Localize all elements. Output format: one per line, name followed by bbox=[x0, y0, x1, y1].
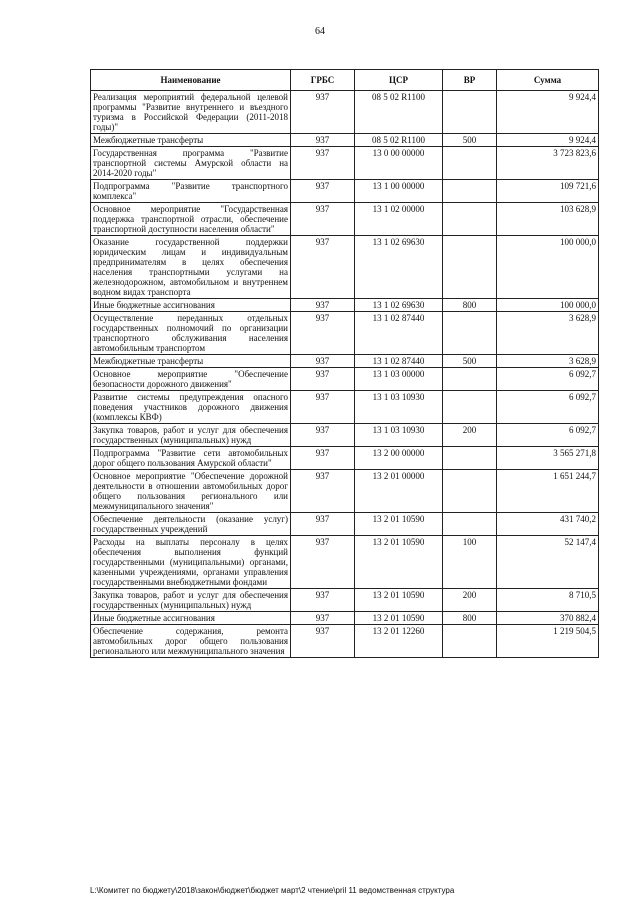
cell-vr bbox=[443, 513, 497, 536]
cell-vr bbox=[443, 470, 497, 513]
cell-sum: 431 740,2 bbox=[497, 513, 599, 536]
table-header-row bbox=[91, 70, 599, 91]
footer-file-path: L:\Комитет по бюджету\2018\закон\бюджет\бюджет март\2 чтение\pril 11 ведомственная структура bbox=[90, 886, 455, 895]
cell-grbs: 937 bbox=[291, 513, 355, 536]
cell-name: Оказание государственной поддержки юридическим лицам и индивидуальным предпринимателям в целях обеспечения населения транспортными услугами на железнодорожном, автомобильном и внутреннем водном видах транспорта bbox=[91, 236, 291, 299]
cell-grbs: 937 bbox=[291, 612, 355, 625]
table-row bbox=[91, 203, 599, 236]
table-row bbox=[91, 447, 599, 470]
cell-sum: 1 219 504,5 bbox=[497, 625, 599, 658]
cell-grbs: 937 bbox=[291, 447, 355, 470]
cell-vr bbox=[443, 391, 497, 424]
cell-sum: 103 628,9 bbox=[497, 203, 599, 236]
cell-csr: 13 2 01 10590 bbox=[355, 513, 443, 536]
cell-grbs: 937 bbox=[291, 312, 355, 355]
cell-name: Межбюджетные трансферты bbox=[91, 355, 291, 368]
cell-vr: 500 bbox=[443, 134, 497, 147]
cell-sum: 6 092,7 bbox=[497, 368, 599, 391]
cell-csr: 13 2 01 12260 bbox=[355, 625, 443, 658]
cell-csr: 13 2 01 10590 bbox=[355, 612, 443, 625]
header-sum: Сумма bbox=[497, 70, 599, 91]
cell-sum: 3 628,9 bbox=[497, 312, 599, 355]
table-row bbox=[91, 470, 599, 513]
cell-sum: 9 924,4 bbox=[497, 91, 599, 134]
cell-sum: 8 710,5 bbox=[497, 589, 599, 612]
cell-sum: 6 092,7 bbox=[497, 424, 599, 447]
cell-grbs: 937 bbox=[291, 391, 355, 424]
cell-sum: 3 628,9 bbox=[497, 355, 599, 368]
cell-sum: 52 147,4 bbox=[497, 536, 599, 589]
cell-name: Иные бюджетные ассигнования bbox=[91, 612, 291, 625]
cell-sum: 3 565 271,8 bbox=[497, 447, 599, 470]
table-row bbox=[91, 312, 599, 355]
cell-name: Реализация мероприятий федеральной целевой программы "Развитие внутреннего и въездного туризма в Российской Федерации (2011-2018 годы)" bbox=[91, 91, 291, 134]
cell-name: Межбюджетные трансферты bbox=[91, 134, 291, 147]
cell-csr: 13 1 02 87440 bbox=[355, 312, 443, 355]
cell-name: Осуществление переданных отдельных государственных полномочий по организации транспортного обслуживания населения автомобильным транспортом bbox=[91, 312, 291, 355]
table-row bbox=[91, 625, 599, 658]
cell-name: Подпрограмма "Развитие транспортного комплекса" bbox=[91, 180, 291, 203]
header-vr: ВР bbox=[443, 70, 497, 91]
cell-sum: 6 092,7 bbox=[497, 391, 599, 424]
cell-grbs: 937 bbox=[291, 203, 355, 236]
table-row bbox=[91, 589, 599, 612]
cell-grbs: 937 bbox=[291, 236, 355, 299]
cell-sum: 3 723 823,6 bbox=[497, 147, 599, 180]
cell-vr: 800 bbox=[443, 299, 497, 312]
cell-vr bbox=[443, 147, 497, 180]
budget-table bbox=[90, 69, 599, 658]
cell-csr: 13 1 02 69630 bbox=[355, 236, 443, 299]
cell-name: Обеспечение деятельности (оказание услуг) государственных учреждений bbox=[91, 513, 291, 536]
cell-sum: 370 882,4 bbox=[497, 612, 599, 625]
cell-vr bbox=[443, 368, 497, 391]
cell-grbs: 937 bbox=[291, 355, 355, 368]
table-row bbox=[91, 134, 599, 147]
cell-vr: 500 bbox=[443, 355, 497, 368]
table-row bbox=[91, 612, 599, 625]
cell-vr bbox=[443, 236, 497, 299]
cell-vr: 200 bbox=[443, 589, 497, 612]
cell-vr: 800 bbox=[443, 612, 497, 625]
cell-vr bbox=[443, 91, 497, 134]
cell-csr: 13 2 01 10590 bbox=[355, 589, 443, 612]
table-row bbox=[91, 368, 599, 391]
page-number: 64 bbox=[315, 26, 325, 37]
cell-csr: 08 5 02 R1100 bbox=[355, 91, 443, 134]
cell-csr: 13 1 03 00000 bbox=[355, 368, 443, 391]
cell-sum: 1 651 244,7 bbox=[497, 470, 599, 513]
cell-csr: 13 2 01 10590 bbox=[355, 536, 443, 589]
cell-name: Основное мероприятие "Государственная поддержка транспортной отрасли, обеспечение транспортной доступности населения области" bbox=[91, 203, 291, 236]
cell-csr: 13 1 00 00000 bbox=[355, 180, 443, 203]
header-grbs: ГРБС bbox=[291, 70, 355, 91]
table-row bbox=[91, 91, 599, 134]
cell-name: Подпрограмма "Развитие сети автомобильных дорог общего пользования Амурской области" bbox=[91, 447, 291, 470]
header-csr: ЦСР bbox=[355, 70, 443, 91]
cell-grbs: 937 bbox=[291, 147, 355, 180]
cell-csr: 13 0 00 00000 bbox=[355, 147, 443, 180]
cell-name: Закупка товаров, работ и услуг для обеспечения государственных (муниципальных) нужд bbox=[91, 424, 291, 447]
cell-grbs: 937 bbox=[291, 134, 355, 147]
cell-sum: 100 000,0 bbox=[497, 236, 599, 299]
table-row bbox=[91, 513, 599, 536]
table-row bbox=[91, 355, 599, 368]
cell-sum: 9 924,4 bbox=[497, 134, 599, 147]
cell-csr: 13 2 00 00000 bbox=[355, 447, 443, 470]
cell-vr bbox=[443, 180, 497, 203]
cell-name: Развитие системы предупреждения опасного поведения участников дорожного движения (комплексы КВФ) bbox=[91, 391, 291, 424]
cell-name: Обеспечение содержания, ремонта автомобильных дорог общего пользования регионального или межмуниципального значения bbox=[91, 625, 291, 658]
cell-sum: 100 000,0 bbox=[497, 299, 599, 312]
cell-grbs: 937 bbox=[291, 180, 355, 203]
cell-name: Государственная программа "Развитие транспортной системы Амурской области на 2014-2020 годы" bbox=[91, 147, 291, 180]
cell-csr: 13 1 02 00000 bbox=[355, 203, 443, 236]
cell-grbs: 937 bbox=[291, 536, 355, 589]
cell-vr bbox=[443, 447, 497, 470]
cell-name: Закупка товаров, работ и услуг для обеспечения государственных (муниципальных) нужд bbox=[91, 589, 291, 612]
cell-csr: 13 2 01 00000 bbox=[355, 470, 443, 513]
cell-grbs: 937 bbox=[291, 625, 355, 658]
cell-grbs: 937 bbox=[291, 470, 355, 513]
cell-grbs: 937 bbox=[291, 424, 355, 447]
cell-vr: 100 bbox=[443, 536, 497, 589]
cell-csr: 08 5 02 R1100 bbox=[355, 134, 443, 147]
cell-name: Иные бюджетные ассигнования bbox=[91, 299, 291, 312]
cell-vr: 200 bbox=[443, 424, 497, 447]
cell-grbs: 937 bbox=[291, 91, 355, 134]
cell-csr: 13 1 02 87440 bbox=[355, 355, 443, 368]
cell-sum: 109 721,6 bbox=[497, 180, 599, 203]
cell-vr bbox=[443, 312, 497, 355]
cell-name: Расходы на выплаты персоналу в целях обеспечения выполнения функций государственными (муниципальными) органами, казенными учреждениями, органами управления государственными внебюджетными фондами bbox=[91, 536, 291, 589]
table-row bbox=[91, 424, 599, 447]
cell-grbs: 937 bbox=[291, 368, 355, 391]
cell-name: Основное мероприятие "Обеспечение безопасности дорожного движения" bbox=[91, 368, 291, 391]
cell-csr: 13 1 02 69630 bbox=[355, 299, 443, 312]
table-row bbox=[91, 180, 599, 203]
cell-vr bbox=[443, 625, 497, 658]
table-body bbox=[91, 91, 599, 658]
cell-vr bbox=[443, 203, 497, 236]
header-name: Наименование bbox=[91, 70, 291, 91]
table-row bbox=[91, 299, 599, 312]
table-row bbox=[91, 236, 599, 299]
cell-csr: 13 1 03 10930 bbox=[355, 424, 443, 447]
table-row bbox=[91, 536, 599, 589]
table-row bbox=[91, 147, 599, 180]
cell-csr: 13 1 03 10930 bbox=[355, 391, 443, 424]
cell-name: Основное мероприятие "Обеспечение дорожной деятельности в отношении автомобильных дорог общего пользования регионального или межмуниципального значения" bbox=[91, 470, 291, 513]
cell-grbs: 937 bbox=[291, 589, 355, 612]
cell-grbs: 937 bbox=[291, 299, 355, 312]
table-row bbox=[91, 391, 599, 424]
